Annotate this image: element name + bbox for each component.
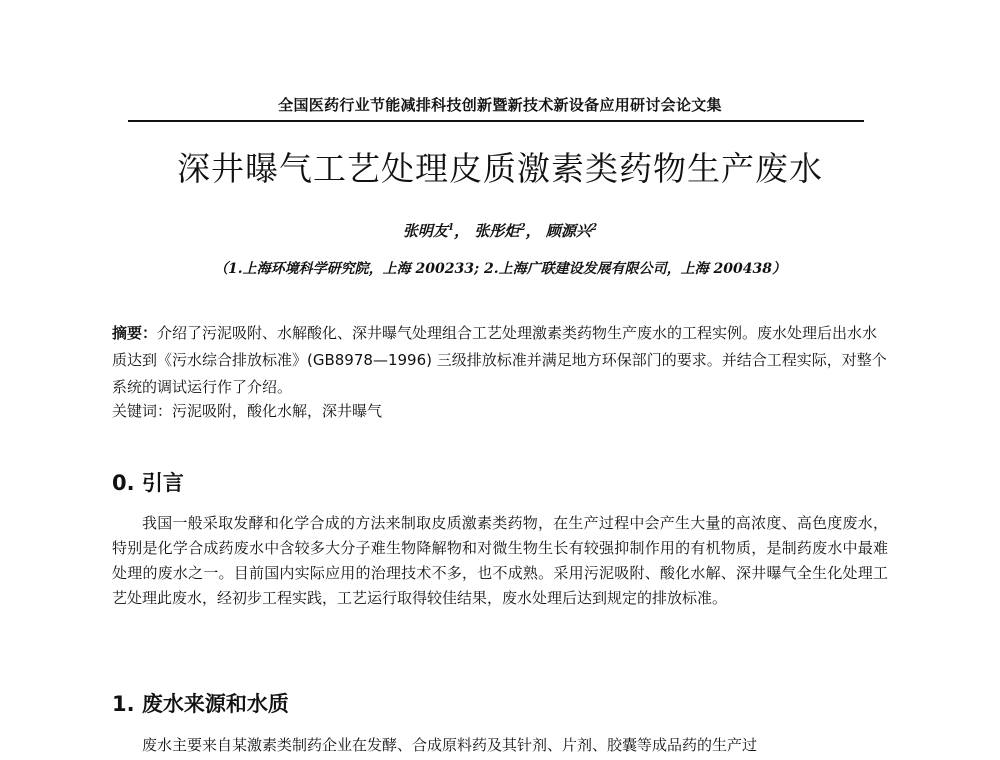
affiliation-mark: 2 [519,223,526,233]
author-separator: ， [525,222,541,240]
author-name: 张彤炬 [474,222,520,240]
abstract [112,320,892,401]
section-heading: 0. 引言 [112,471,184,495]
abstract-text: 介绍了污泥吸附、水解酸化、深井曝气处理组合工艺处理激素类药物生产废水的工程实例。废水处理后出水水质达到《污水综合排放标准》(GB8978—1996) 三级排放标准并满足地方环保部门的要求。并结合工程实际，对整个系统的调试运行作了介绍。 [112,324,887,396]
affiliations: （1.上海环境科学研究院，上海 200233; 2.上海广联建设发展有限公司，上海 200438） [214,261,786,277]
author-name: 张明友 [402,222,448,240]
affiliation-mark: 2 [590,223,598,233]
section-paragraph: 我国一般采取发酵和化学合成的方法来制取皮质激素类药物，在生产过程中会产生大量的高浓度、高色度废水，特别是化学合成药废水中含较多大分子难生物降解物和对微生物生长有较强抑制作用的有机物质，是制药废水中最难处理的废水之一。目前国内实际应用的治理技术不多，也不成熟。采用污泥吸附、酸化水解、深井曝气全生化处理工艺处理此废水，经初步工程实践，工艺运行取得较佳结果，废水处理后达到规定的排放标准。 [112,514,888,607]
author-list [0,220,1000,241]
running-head: 全国医药行业节能减排科技创新暨新技术新设备应用研讨会论文集 [278,96,722,114]
header-rule [128,120,864,122]
keywords: 关键词：污泥吸附，酸化水解，深井曝气 [112,402,383,420]
section-paragraph: 废水主要来自某激素类制药企业在发酵、合成原料药及其针剂、片剂、胶囊等成品药的生产过 [142,736,758,754]
section-heading: 1. 废水来源和水质 [112,692,289,716]
author-name: 顾源兴 [545,222,591,240]
abstract-label: 摘要： [112,324,158,342]
article-title: 深井曝气工艺处理皮质激素类药物生产废水 [177,149,823,188]
affiliation-mark: 1 [447,223,455,233]
author-separator: ， [454,222,470,240]
